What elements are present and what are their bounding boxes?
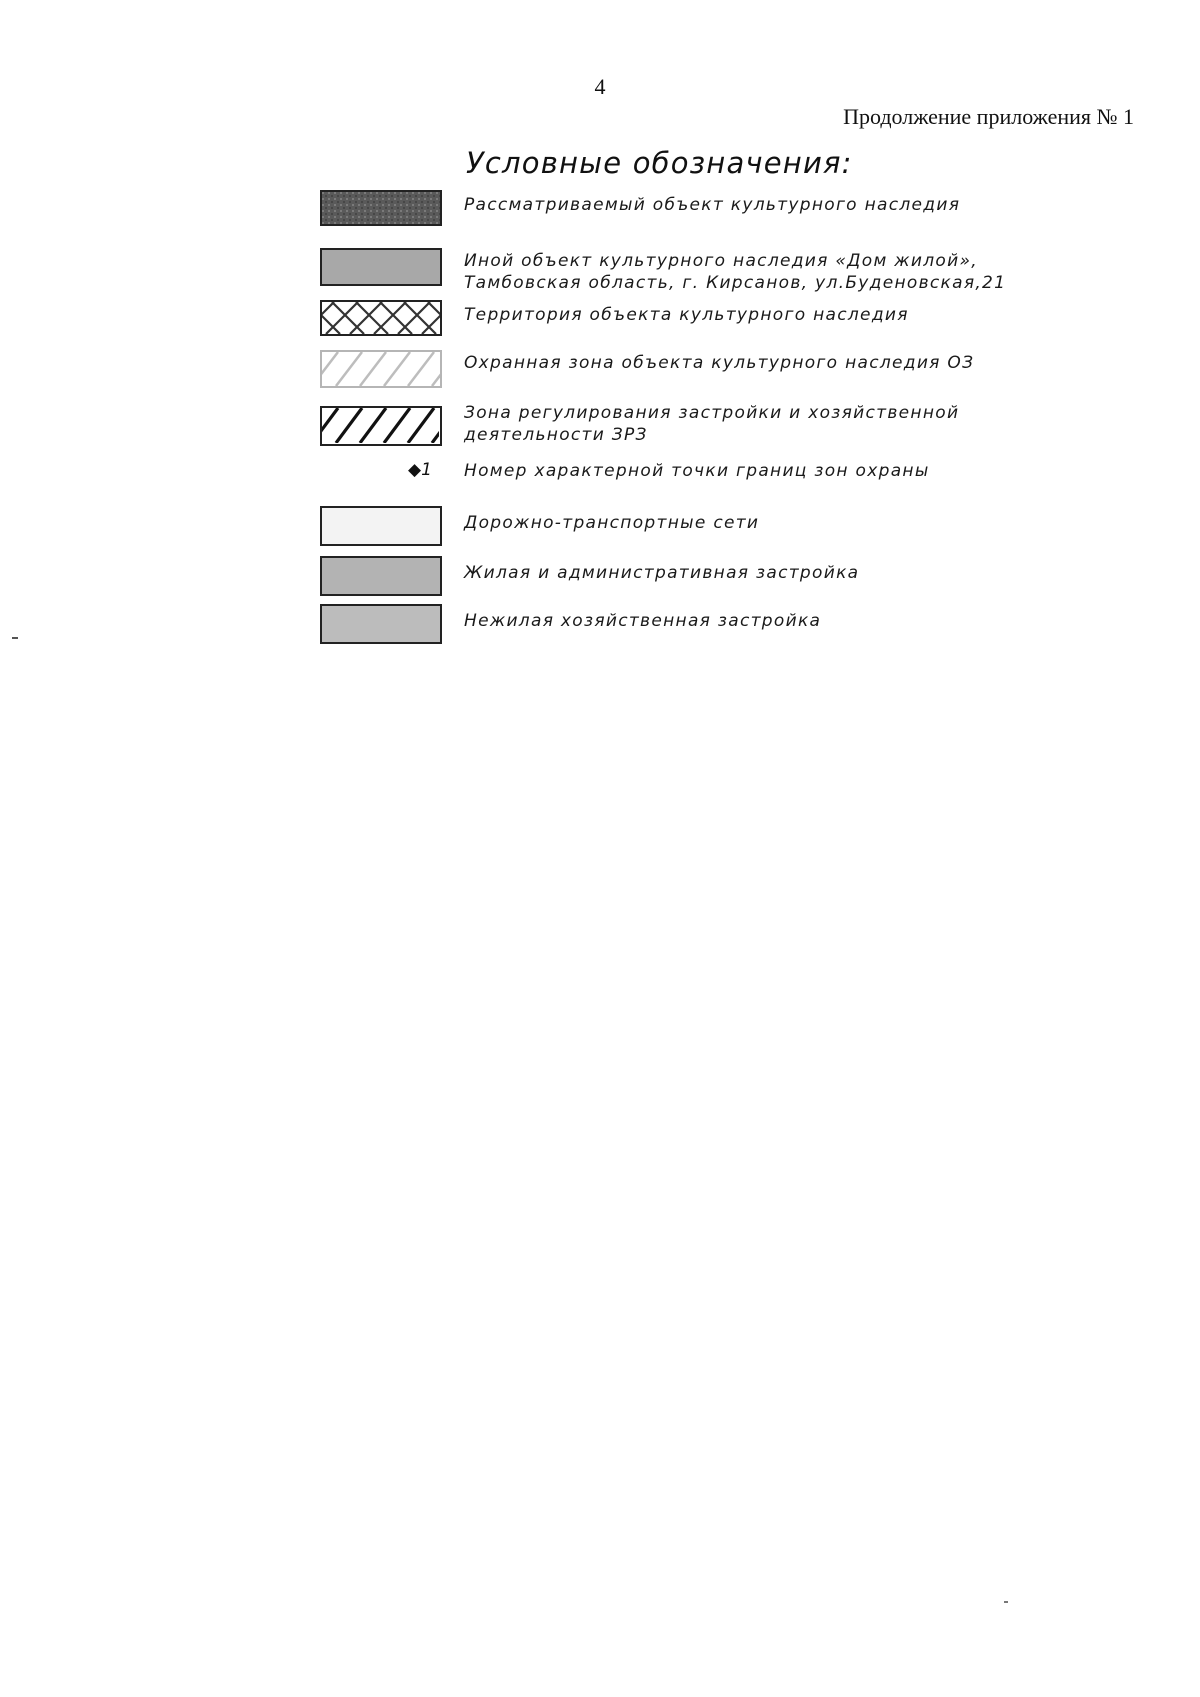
legend-label-protection-zone: Охранная зона объекта культурного наследия ОЗ xyxy=(464,353,975,373)
legend-label-regulation-zone-line2: деятельности ЗРЗ xyxy=(464,425,648,445)
legend-label-other-object-line2: Тамбовская область, г. Кирсанов, ул.Буденовская,21 xyxy=(464,273,1007,293)
legend-label-regulation-zone-line1: Зона регулирования застройки и хозяйственной xyxy=(464,403,960,423)
light-gray-swatch xyxy=(320,556,442,596)
legend-label-roads: Дорожно-транспортные сети xyxy=(464,513,760,533)
gray-swatch xyxy=(320,604,442,644)
continuation-header: Продолжение приложения № 1 xyxy=(843,104,1134,129)
legend-label-non-residential: Нежилая хозяйственная застройка xyxy=(464,611,822,631)
cross-hatch-swatch xyxy=(320,300,442,336)
legend-label-object: Рассматриваемый объект культурного наследия xyxy=(464,195,961,215)
legend-label-territory: Территория объекта культурного наследия xyxy=(464,305,909,325)
margin-mark xyxy=(12,637,18,639)
legend-label-other-object-line1: Иной объект культурного наследия «Дом жилой», xyxy=(464,251,978,271)
very-light-swatch xyxy=(320,506,442,546)
legend-title: Условные обозначения: xyxy=(466,146,853,180)
medium-fill-swatch xyxy=(320,248,442,286)
legend-label-point: Номер характерной точки границ зон охраны xyxy=(464,461,930,481)
light-hatch-swatch xyxy=(320,350,442,388)
page-number: 4 xyxy=(594,74,606,99)
scan-speck xyxy=(1004,1601,1008,1603)
dark-fill-swatch xyxy=(320,190,442,226)
legend-label-residential: Жилая и административная застройка xyxy=(464,563,860,583)
point-marker-icon: ◆1 xyxy=(408,460,432,480)
dark-hatch-swatch xyxy=(320,406,442,446)
